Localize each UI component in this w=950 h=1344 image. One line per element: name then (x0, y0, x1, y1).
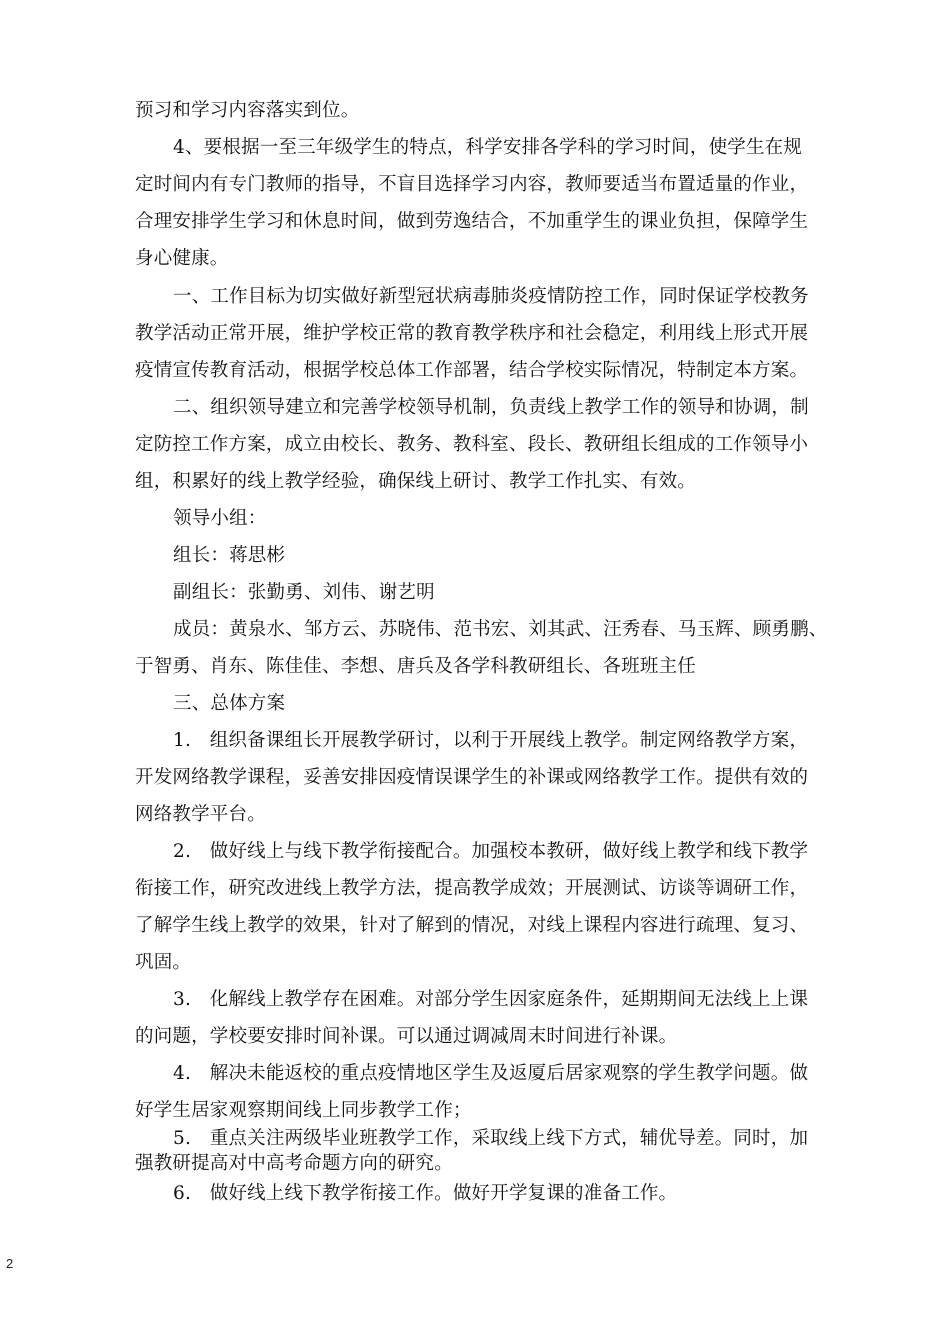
text-line: 定防控工作方案，成立由校长、教务、教科室、段长、教研组长组成的工作领导小 (135, 434, 809, 455)
text-line: 于智勇、肖东、陈佳佳、李想、唐兵及各学科教研组长、各班班主任 (135, 656, 697, 677)
text-line: 衔接工作，研究改进线上教学方法，提高教学成效；开展测试、访谈等调研工作， (135, 878, 809, 899)
text-line: 网络教学平台。 (135, 804, 266, 825)
text-line: 疫情宣传教育活动，根据学校总体工作部署，结合学校实际情况，特制定本方案。 (135, 360, 809, 381)
text-line: 成员：黄泉水、邹方云、苏晓伟、范书宏、刘其武、汪秀春、马玉辉、顾勇鹏、 (173, 619, 828, 640)
text-line: 预习和学习内容落实到位。 (135, 100, 360, 121)
text-line: 2. 做好线上与线下教学衔接配合。加强校本教研，做好线上教学和线下教学 (173, 841, 809, 862)
text-line: 领导小组： (173, 508, 267, 529)
page-number: 2 (6, 1256, 14, 1271)
text-line: 巩固。 (135, 952, 192, 973)
text-line: 1. 组织备课组长开展教学研讨，以利于开展线上教学。制定网络教学方案， (173, 730, 809, 751)
text-line: 合理安排学生学习和休息时间，做到劳逸结合，不加重学生的课业负担，保障学生 (135, 211, 809, 232)
text-line: 了解学生线上教学的效果，针对了解到的情况，对线上课程内容进行疏理、复习、 (135, 915, 809, 936)
text-line: 组，积累好的线上教学经验，确保线上研讨、教学工作扎实、有效。 (135, 471, 697, 492)
text-line: 身心健康。 (135, 248, 229, 269)
text-line: 三、总体方案 (173, 693, 286, 714)
text-line: 的问题，学校要安排时间补课。可以通过调减周末时间进行补课。 (135, 1026, 678, 1047)
text-line: 副组长：张勤勇、刘伟、谢艺明 (173, 582, 435, 603)
text-line: 4. 解决未能返校的重点疫情地区学生及返厦后居家观察的学生教学问题。做 (173, 1063, 809, 1084)
text-line: 3. 化解线上教学存在困难。对部分学生因家庭条件，延期期间无法线上上课 (173, 989, 809, 1010)
text-line: 5. 重点关注两级毕业班教学工作，采取线上线下方式，辅优导差。同时，加 (173, 1128, 809, 1149)
text-line: 教学活动正常开展，维护学校正常的教育教学秩序和社会稳定，利用线上形式开展 (135, 323, 809, 344)
text-line: 二、组织领导建立和完善学校领导机制，负责线上教学工作的领导和协调，制 (173, 397, 809, 418)
text-line: 一、工作目标为切实做好新型冠状病毒肺炎疫情防控工作，同时保证学校教务 (173, 286, 809, 307)
text-line: 强教研提高对中高考命题方向的研究。 (135, 1153, 453, 1174)
text-line: 组长：蒋思彬 (173, 545, 286, 566)
text-line: 4、要根据一至三年级学生的特点，科学安排各学科的学习时间，使学生在规 (173, 137, 803, 158)
text-line: 定时间内有专门教师的指导，不盲目选择学习内容，教师要适当布置适量的作业， (135, 174, 809, 195)
text-line: 好学生居家观察期间线上同步教学工作； (135, 1100, 472, 1121)
text-line: 6. 做好线上线下教学衔接工作。做好开学复课的准备工作。 (173, 1183, 678, 1204)
text-line: 开发网络教学课程，妥善安排因疫情误课学生的补课或网络教学工作。提供有效的 (135, 767, 809, 788)
